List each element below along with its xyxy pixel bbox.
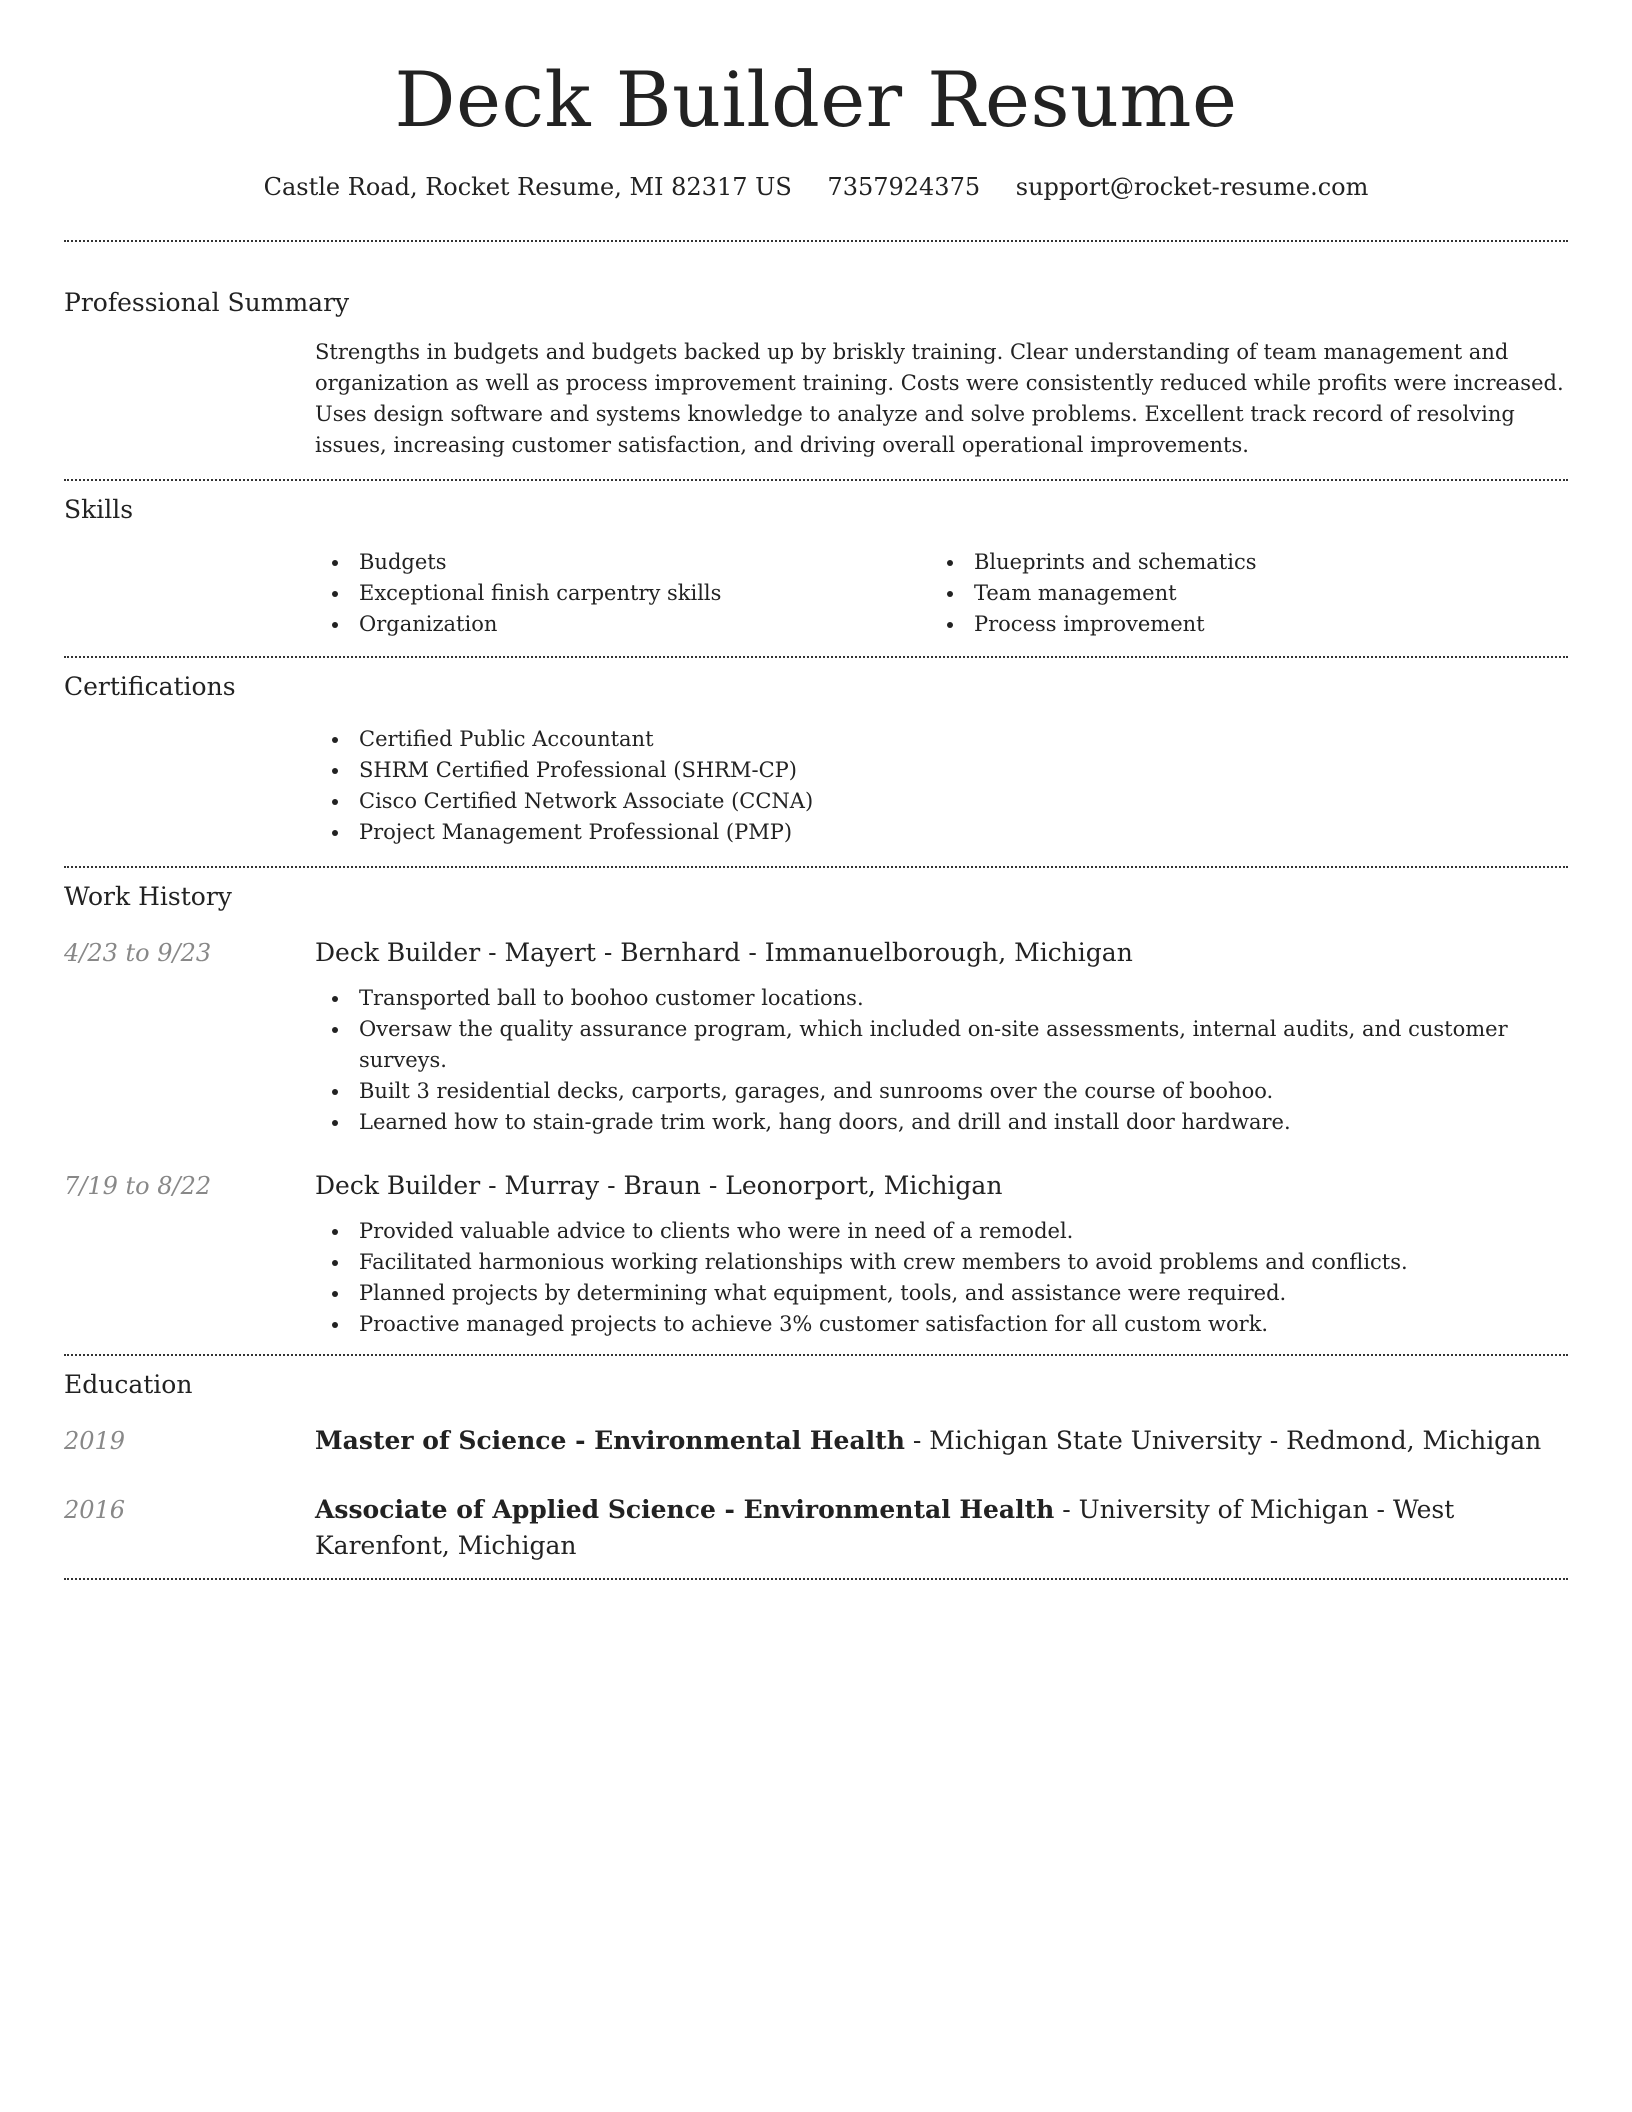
job-entry: [64, 1168, 1568, 1340]
skill-item: Exceptional finish carpentry skills: [315, 578, 930, 609]
summary-heading: Professional Summary: [64, 288, 350, 317]
work-history-section: [64, 868, 1568, 1354]
skill-item: Team management: [930, 578, 1545, 609]
certifications-heading: Certifications: [64, 672, 236, 701]
education-degree: Master of Science - Environmental Health: [315, 1426, 905, 1455]
contact-line: [64, 170, 1568, 204]
job-heading: Deck Builder - Mayert - Bernhard - Immanuelborough, Michigan: [315, 938, 1133, 967]
education-heading-line: [315, 1423, 1568, 1459]
summary-section: [64, 242, 1568, 479]
certification-item: Certified Public Accountant: [315, 724, 1568, 755]
skills-list-right: [930, 547, 1545, 640]
resume-title: Deck Builder Resume: [394, 55, 1238, 144]
resume-header: [64, 0, 1568, 204]
job-bullet: Facilitated harmonious working relationships with crew members to avoid problems and conflicts.: [315, 1247, 1568, 1278]
skill-item: Process improvement: [930, 609, 1545, 640]
contact-phone: 7357924375: [827, 173, 981, 201]
job-dates: 4/23 to 9/23: [64, 939, 212, 967]
section-divider: [64, 1578, 1568, 1580]
education-entry: [64, 1492, 1568, 1564]
certification-item: SHRM Certified Professional (SHRM-CP): [315, 755, 1568, 786]
education-section: [64, 1356, 1568, 1578]
work-history-heading: Work History: [64, 882, 232, 911]
contact-address: Castle Road, Rocket Resume, MI 82317 US: [263, 173, 792, 201]
education-entry: [64, 1423, 1568, 1459]
job-bullet: Proactive managed projects to achieve 3% customer satisfaction for all custom work.: [315, 1309, 1568, 1340]
job-bullets: [315, 1216, 1568, 1340]
job-entry: [64, 935, 1568, 1138]
certification-item: Project Management Professional (PMP): [315, 817, 1568, 848]
education-degree: Associate of Applied Science - Environmental Health: [315, 1495, 1055, 1524]
job-bullet: Built 3 residential decks, carports, garages, and sunrooms over the course of boohoo.: [315, 1076, 1568, 1107]
skill-item: Blueprints and schematics: [930, 547, 1545, 578]
contact-email: support@rocket-resume.com: [1015, 173, 1369, 201]
education-school: - Michigan State University - Redmond, Michigan: [904, 1426, 1542, 1455]
summary-text: Strengths in budgets and budgets backed up by briskly training. Clear understanding of team management and organization as well as process improvement training. Costs were consistently reduced while profits were increased. Uses design software and systems knowledge to analyze and solve problems. Excellent track record of resolving issues, increasing customer satisfaction, and driving overall operational improvements.: [315, 340, 1564, 457]
education-school: - University of Michigan - West Karenfont, Michigan: [315, 1495, 1455, 1560]
certification-item: Cisco Certified Network Associate (CCNA): [315, 786, 1568, 817]
skills-heading: Skills: [64, 495, 134, 524]
skill-item: Organization: [315, 609, 930, 640]
education-heading: Education: [64, 1370, 193, 1399]
education-year: 2019: [64, 1427, 126, 1455]
job-bullet: Provided valuable advice to clients who were in need of a remodel.: [315, 1216, 1568, 1247]
job-bullet: Learned how to stain-grade trim work, hang doors, and drill and install door hardware.: [315, 1107, 1568, 1138]
skills-list-left: [315, 547, 930, 640]
job-heading: Deck Builder - Murray - Braun - Leonorport, Michigan: [315, 1171, 1003, 1200]
job-dates: 7/19 to 8/22: [64, 1172, 212, 1200]
certifications-section: [64, 658, 1568, 866]
job-bullets: [315, 983, 1568, 1138]
job-bullet: Planned projects by determining what equipment, tools, and assistance were required.: [315, 1278, 1568, 1309]
certifications-list: [315, 724, 1568, 848]
skill-item: Budgets: [315, 547, 930, 578]
job-bullet: Transported ball to boohoo customer locations.: [315, 983, 1568, 1014]
education-heading-line: [315, 1492, 1568, 1564]
skills-section: [64, 481, 1568, 656]
job-bullet: Oversaw the quality assurance program, which included on-site assessments, internal audits, and customer surveys.: [315, 1014, 1568, 1076]
education-year: 2016: [64, 1496, 126, 1524]
